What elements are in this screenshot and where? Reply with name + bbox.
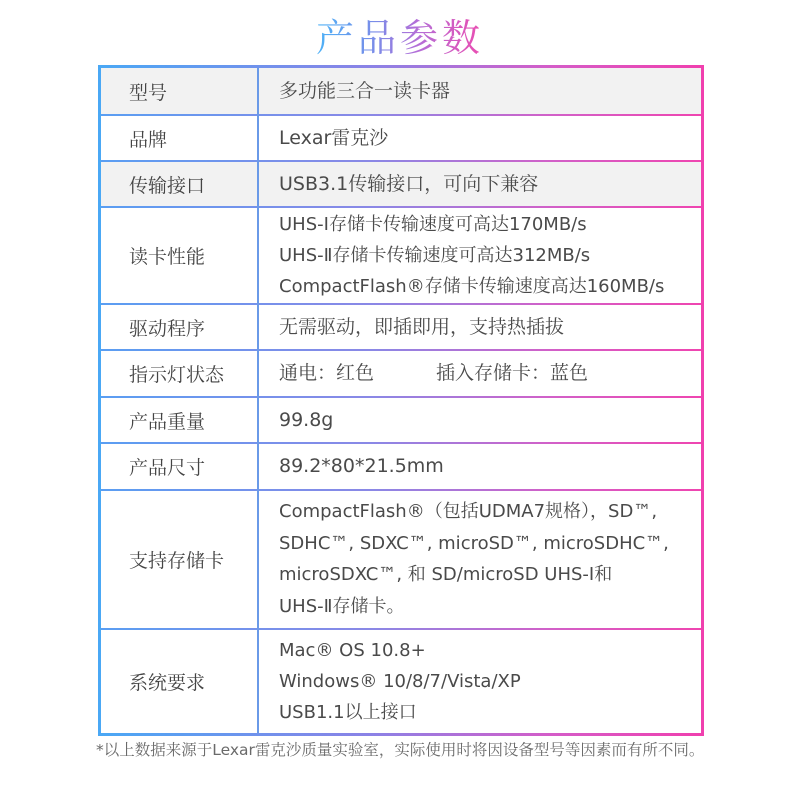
spec-value-line: SDHC™, SDXC™, microSD™, microSDHC™, bbox=[279, 532, 669, 554]
spec-value-line: Mac® OS 10.8+ bbox=[279, 640, 426, 661]
title-text: 产品参数 bbox=[315, 16, 484, 60]
spec-value bbox=[259, 116, 701, 161]
spec-label: 驱动程序 bbox=[129, 318, 206, 340]
spec-label: 品牌 bbox=[129, 129, 168, 151]
spec-label: 读卡性能 bbox=[129, 246, 206, 268]
indicator-card: 插入存储卡：蓝色 bbox=[436, 362, 589, 384]
spec-value bbox=[259, 68, 701, 114]
spec-value-line: Windows® 10/8/7/Vista/XP bbox=[279, 671, 521, 692]
spec-value-line: 多功能三合一读卡器 bbox=[279, 79, 451, 102]
spec-value-line: USB1.1以上接口 bbox=[279, 702, 417, 723]
spec-row-driver bbox=[101, 305, 701, 350]
spec-label: 型号 bbox=[129, 81, 168, 104]
indicator-status bbox=[279, 358, 701, 389]
spec-label: 产品重量 bbox=[129, 410, 206, 433]
spec-label: 传输接口 bbox=[129, 175, 206, 197]
spec-row-supported-cards bbox=[101, 491, 701, 627]
page-title bbox=[0, 14, 800, 62]
spec-value-line: 89.2*80*21.5mm bbox=[279, 455, 444, 477]
column-divider bbox=[257, 68, 259, 733]
spec-row-brand bbox=[101, 116, 701, 161]
spec-value bbox=[259, 305, 701, 350]
spec-label: 产品尺寸 bbox=[129, 457, 206, 479]
spec-value-line: UHS-Ⅱ存储卡传输速度可高达312MB/s bbox=[279, 245, 591, 266]
indicator-power: 通电：红色 bbox=[279, 362, 375, 384]
spec-row-dimensions bbox=[101, 444, 701, 489]
spec-value-line: Lexar雷克沙 bbox=[279, 127, 389, 149]
spec-row-weight bbox=[101, 398, 701, 442]
spec-table-body bbox=[101, 68, 701, 733]
spec-row-indicator bbox=[101, 351, 701, 396]
spec-value-line: USB3.1传输接口，可向下兼容 bbox=[279, 173, 539, 195]
spec-value bbox=[259, 351, 701, 396]
spec-value bbox=[259, 491, 701, 627]
spec-value-line: microSDXC™, 和 SD/microSD UHS-Ⅰ和 bbox=[279, 564, 613, 585]
spec-value bbox=[259, 162, 701, 207]
spec-value-line: UHS-Ⅰ存储卡传输速度可高达170MB/s bbox=[279, 214, 587, 235]
spec-table bbox=[98, 65, 704, 736]
spec-row-performance bbox=[101, 208, 701, 303]
spec-row-system-requirements bbox=[101, 630, 701, 733]
spec-value-line: CompactFlash®（包括UDMA7规格），SD™, bbox=[279, 501, 658, 522]
spec-label: 系统要求 bbox=[129, 672, 206, 694]
spec-value-line: 无需驱动，即插即用，支持热插拔 bbox=[279, 316, 565, 338]
spec-value-line: 99.8g bbox=[279, 408, 334, 431]
spec-value-line: UHS-Ⅱ存储卡。 bbox=[279, 595, 405, 617]
spec-value bbox=[259, 630, 701, 733]
spec-label: 支持存储卡 bbox=[129, 549, 225, 572]
spec-value bbox=[259, 398, 701, 442]
spec-row-interface bbox=[101, 162, 701, 207]
spec-row-model bbox=[101, 68, 701, 114]
spec-label: 指示灯状态 bbox=[129, 364, 225, 386]
footnote: *以上数据来源于Lexar雷克沙质量实验室，实际使用时将因设备型号等因素而有所不同。 bbox=[96, 741, 705, 759]
spec-value bbox=[259, 444, 701, 489]
spec-value-line: CompactFlash®存储卡传输速度高达160MB/s bbox=[279, 276, 665, 297]
spec-value bbox=[259, 208, 701, 303]
